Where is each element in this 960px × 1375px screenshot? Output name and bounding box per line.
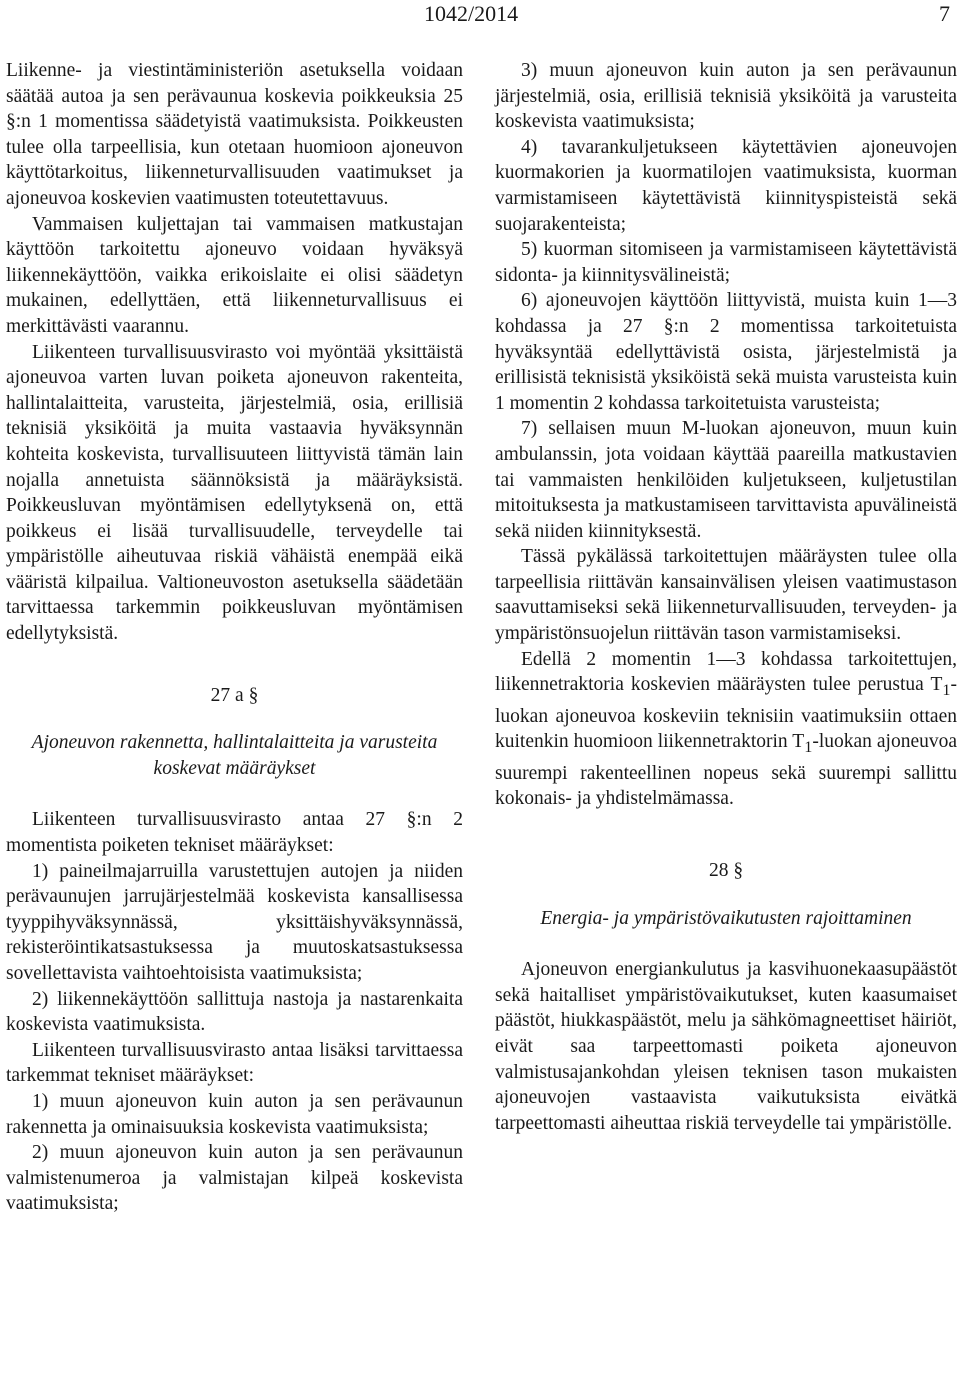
paragraph: Ajoneuvon energiankulutus ja kasvihuonekaasupäästöt sekä haitalliset ympäristövaikutukset, kuten kaasumaiset päästöt, hiukkaspäästöt, melu ja sähkömagneettiset häiriöt, eivät saa tarpeettomasti poiketa ajoneuvon valmistusajankohdan yleisen teknisen tason mukaisten ajoneuvojen vastaavista vaikutuksista eivätkä tarpeettomasti aiheuttaa riskiä terveydelle tai ympäristölle. — [495, 959, 957, 1134]
text-run: -luokan ajoneuvoa suurempi rakenteellinen nopeus sekä suurempi sallittu kokonais- ja yhdistelmämassa. — [495, 731, 958, 810]
page-header — [0, 0, 960, 36]
paragraph: Liikenteen turvallisuusvirasto voi myöntää yksittäistä ajoneuvoa varten luvan poiketa ajoneuvon rakenteita, hallintalaitteita, varusteita, järjestelmiä, osia, erillisiä teknisiä yksiköitä ja muita vastaavia hyväksynnän kohteita koskevista, turvallisuuteen liittyvistä tämän lain nojalla annetuista säännöksistä ja määräyksistä. Poikkeusluvan myöntämisen edellytyksenä on, että poikkeus ei lisää turvallisuudelle, terveydelle tai ympäristölle aiheutuvaa riskiä vähäistä enempää eikä vääristä kilpailua. Valtioneuvoston asetuksella säädetään tarvittaessa tarkemmin poikkeusluvan myöntämisen edellytyksistä. — [6, 341, 463, 645]
text-run: Edellä 2 momentin 1—3 kohdassa tarkoitettujen, liikennetraktoria koskevien määräysten tulee perustua T — [495, 648, 957, 696]
paragraph: Liikenteen turvallisuusvirasto antaa lisäksi tarvittaessa tarkemmat tekniset määräykset: — [6, 1039, 463, 1087]
subscript: 1 — [942, 681, 951, 700]
page-number: 7 — [939, 1, 950, 26]
left-column — [6, 58, 463, 1217]
paragraph: Liikenteen turvallisuusvirasto antaa 27 §:n 2 momentista poiketen tekniset määräykset: — [6, 809, 463, 857]
subscript: 1 — [804, 738, 813, 757]
section-number: 28 § — [708, 860, 744, 881]
paragraph: Liikenne- ja viestintäministeriön asetuksella voidaan säätää autoa ja sen perävaunua koskevia poikkeuksia 25 §:n 1 momentissa säädetyistä vaatimuksista. Poikkeusten tulee olla tarpeellisia, kun otetaan huomioon ajoneuvon käyttötarkoitus, liikenneturvallisuuden vaatimukset ja ajoneuvoa koskevien vaatimusten toteutettavuus. — [6, 60, 463, 209]
section-number: 27 a § — [210, 684, 259, 706]
text-run: -luokan ajoneuvoa koskeviin teknisiin vaatimuksiin ottaen kuitenkin huomioon liikennetraktorin T — [495, 674, 957, 753]
list-item: 3) muun ajoneuvon kuin auton ja sen perävaunun järjestelmiä, osia, erillisiä teknisiä yksiköitä ja varusteita koskevista vaatimuksista; — [495, 60, 957, 133]
list-item: 4) tavarankuljetukseen käytettävien ajoneuvojen kuormakorien ja kuormatilojen vaatimuksista, kuorman varmistamiseen käytettävistä kiinnityspisteistä sekä suojarakenteista; — [495, 136, 957, 235]
paragraph: Vammaisen kuljettajan tai vammaisen matkustajan käyttöön tarkoitettu ajoneuvo voidaan hyväksyä liikennekäyttöön, vaikka erikoislaite ei olisi säädetyn mukainen, edellyttäen, että liikenneturvallisuus ei merkittävästi vaarannu. — [6, 213, 463, 337]
list-item: 2) muun ajoneuvon kuin auton ja sen perävaunun valmistenumeroa ja valmistajan kilpeä koskevista vaatimuksista; — [6, 1142, 463, 1215]
right-column — [495, 58, 957, 1136]
document-id: 1042/2014 — [424, 1, 519, 26]
paragraph — [495, 647, 957, 812]
paragraph: Tässä pykälässä tarkoitettujen määräysten tulee olla tarpeellisia riittävän kansainvälisen yleisen vaatimustason saavuttamiseksi sekä liikenneturvallisuuden, terveyden- ja ympäristönsuojelun riittävän tason varmistamiseksi. — [495, 546, 957, 645]
list-item: 1) muun ajoneuvon kuin auton ja sen perävaunun rakennetta ja ominaisuuksia koskevista vaatimuksista; — [6, 1090, 463, 1138]
list-item: 6) ajoneuvojen käyttöön liittyvistä, muista kuin 1—3 kohdassa ja 27 §:n 2 momentissa tarkoitetuista hyväksyntää edellyttävistä osista, järjestelmistä ja erillisistä teknisistä yksiköistä sekä muista varusteista kuin 1 momentin 2 kohdassa tarkoitetuista varusteista; — [495, 290, 957, 414]
section-title: Ajoneuvon rakennetta, hallintalaitteita ja varusteita koskevat määräykset — [31, 732, 438, 779]
section-title: Energia- ja ympäristövaikutusten rajoittaminen — [540, 907, 912, 929]
list-item: 5) kuorman sitomiseen ja varmistamiseen käytettävistä sidonta- ja kiinnitysvälineistä; — [495, 239, 957, 286]
list-item: 2) liikennekäyttöön sallittuja nastoja ja nastarenkaita koskevista vaatimuksista. — [6, 988, 463, 1036]
list-item: 7) sellaisen muun M-luokan ajoneuvon, muun kuin ambulanssin, jota voidaan käyttää paareilla matkustavien tai vammaisten henkilöiden kuljetukseen, kuljetustilan mitoituksesta ja matkustamiseen tarvittavista apuvälineistä sekä niiden kiinnityksestä. — [495, 418, 957, 542]
list-item: 1) paineilmajarruilla varustettujen autojen ja niiden perävaunujen jarrujärjestelmää koskevista kansallisessa tyyppihyväksynnässä, yksittäishyväksynnässä, rekisteröintikatsastuksessa ja muutoskatsastuksessa sovellettavista vaihtoehtoisista vaatimuksista; — [6, 860, 463, 984]
